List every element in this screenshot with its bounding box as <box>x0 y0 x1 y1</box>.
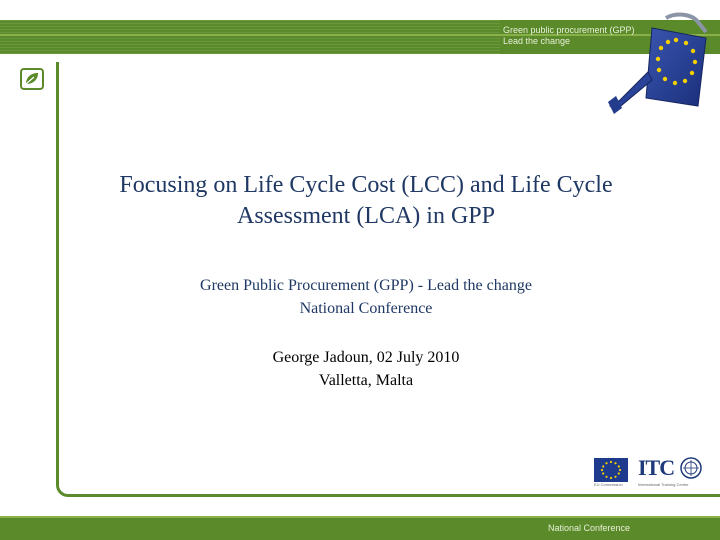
footer-accent-line <box>0 516 720 518</box>
author-line-2: Valletta, Malta <box>318 372 414 389</box>
brand-line-1: Green public procurement (GPP) <box>503 25 635 35</box>
slide-title <box>60 170 672 232</box>
title-line-2: Assessment (LCA) in GPP <box>236 203 495 229</box>
title-line-1: Focusing on Life Cycle Cost (LCC) and Life Cycle <box>119 172 613 198</box>
eu-caption: EU Commission <box>594 482 623 487</box>
slide-subtitle <box>60 274 672 320</box>
itc-logo-text: ITC <box>638 455 675 480</box>
subtitle-line-1: Green Public Procurement (GPP) - Lead the change <box>200 277 532 294</box>
brand-line-2: Lead the change <box>503 36 571 46</box>
leaf-icon <box>19 67 45 91</box>
author-block <box>60 346 672 392</box>
footer-text: National Conference <box>548 523 631 533</box>
header-stripes <box>0 20 500 54</box>
subtitle-line-2: National Conference <box>299 300 433 317</box>
author-line-1: George Jadoun, 02 July 2010 <box>272 349 460 366</box>
eu-flag-icon <box>594 458 628 482</box>
itc-caption: International Training Centre <box>638 482 689 487</box>
ilo-emblem-icon <box>680 457 702 479</box>
